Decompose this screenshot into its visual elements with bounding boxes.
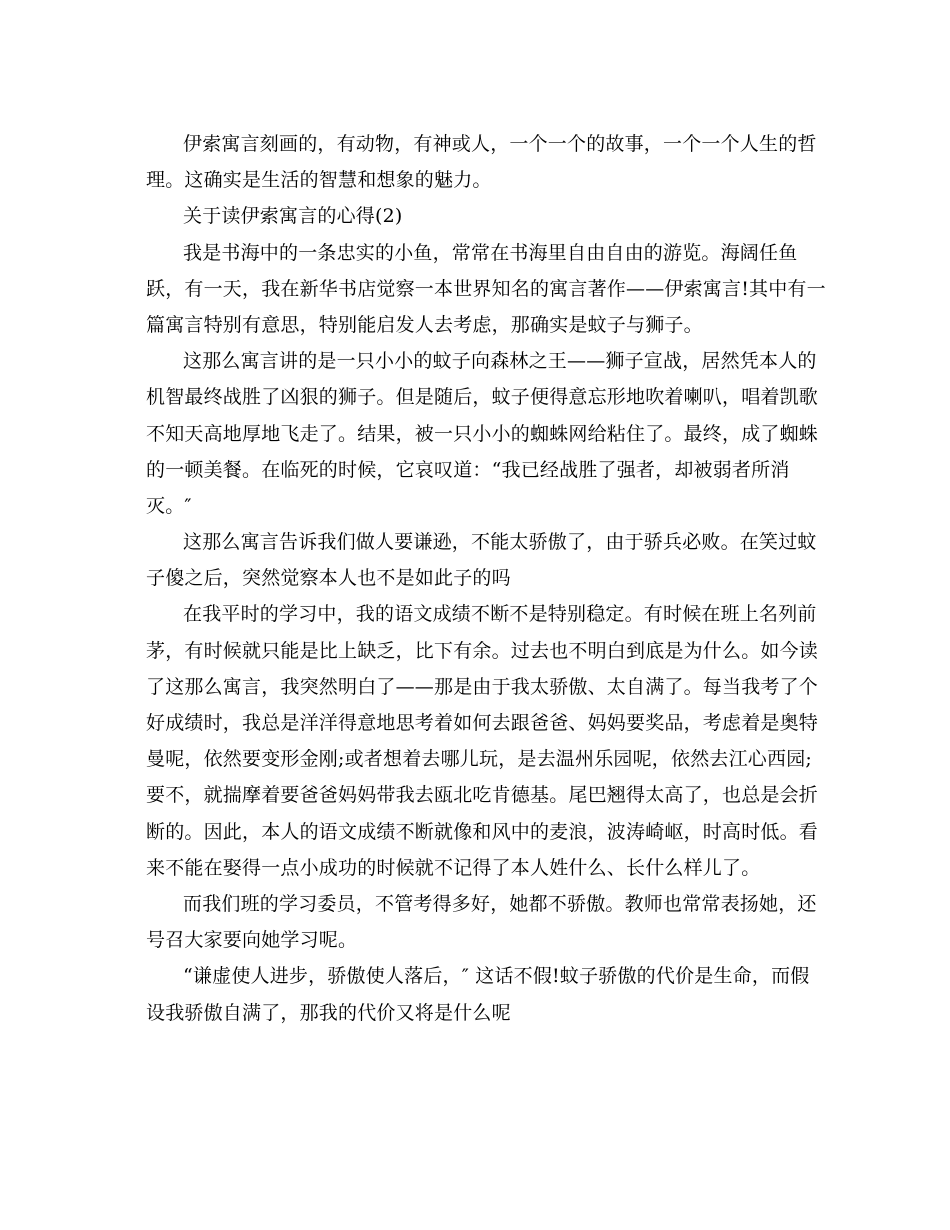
text-line: 而我们班的学习委员，不管考得多好，她都不骄傲。教师也常常表扬她，还 [183, 892, 817, 915]
text-line: 伊索寓言刻画的，有动物，有神或人，一个一个的故事，一个一个人生的哲 [183, 133, 817, 155]
text-line: 理。这确实是生活的智慧和想象的魅力。 [146, 169, 492, 192]
text-line: 篇寓言特别有意思，特别能启发人去考虑，那确实是蚊子与狮子。 [146, 313, 703, 336]
paragraph-classmate [146, 886, 816, 958]
section-heading [146, 198, 816, 234]
paragraph-personal-reflection [146, 596, 819, 886]
text-line: 好成绩时，我总是洋洋得意地思考着如何去跟爸爸、妈妈要奖品，考虑着是奥特 [146, 712, 819, 734]
text-line: 设我骄傲自满了，那我的代价又将是什么呢 [146, 1001, 511, 1024]
text-line: 跃，有一天，我在新华书店觉察一本世界知名的寓言著作——伊索寓言!其中有一 [146, 277, 826, 300]
paragraph-lesson [146, 524, 816, 596]
text-line: 机智最终战胜了凶狠的狮子。但是随后，蚊子便得意忘形地吹着喇叭，唱着凯歌 [146, 386, 819, 409]
document-body [146, 126, 826, 1031]
text-line: 这那么寓言讲的是一只小小的蚊子向森林之王——狮子宣战，居然凭本人的 [183, 350, 817, 373]
text-line: 茅，有时候就只能是比上缺乏，比下有余。过去也不明白到底是为什么。如今读 [146, 639, 819, 662]
text-line: 断的。因此，本人的语文成绩不断就像和风中的麦浪，波涛崎岖，时高时低。看 [146, 820, 819, 843]
text-line: 子傻之后，突然觉察本人也不是如此子的吗 [146, 567, 511, 590]
text-line: 了这那么寓言，我突然明白了——那是由于我太骄傲、太自满了。每当我考了个 [146, 675, 819, 698]
paragraph-book-discovery [146, 235, 826, 344]
text-line: 曼呢，依然要变形金刚;或者想着去哪儿玩，是去温州乐园呢，依然去江心西园; [146, 748, 813, 771]
paragraph-fable-story [146, 343, 819, 524]
text-line: 灭。″ [146, 494, 192, 517]
text-line: 在我平时的学习中，我的语文成绩不断不是特别稳定。有时候在班上名列前 [183, 603, 817, 626]
text-line: “谦虚使人进步，骄傲使人落后，″ 这话不假!蚊子骄傲的代价是生命，而假 [183, 965, 810, 988]
paragraph-intro-conclusion [146, 126, 816, 198]
text-line: 不知天高地厚地飞走了。结果，被一只小小的蜘蛛网给粘住了。最终，成了蜘蛛 [146, 422, 819, 445]
text-line: 我是书海中的一条忠实的小鱼，常常在书海里自由自由的游览。海阔任鱼 [183, 241, 798, 264]
paragraph-closing [146, 958, 816, 1030]
text-line: 来不能在娶得一点小成功的时候就不记得了本人姓什么、长什么样儿了。 [146, 856, 761, 879]
text-line: 要不，就揣摩着要爸爸妈妈带我去瓯北吃肯德基。尾巴翘得太高了，也总是会折 [146, 784, 819, 807]
text-line: 这那么寓言告诉我们做人要谦逊，不能太骄傲了，由于骄兵必败。在笑过蚊 [183, 531, 817, 554]
text-line: 的一顿美餐。在临死的时候，它哀叹道：“我已经战胜了强者，却被弱者所消 [146, 458, 790, 481]
section-title: 关于读伊索寓言的心得(2) [183, 205, 403, 228]
text-line: 号召大家要向她学习呢。 [146, 929, 358, 952]
